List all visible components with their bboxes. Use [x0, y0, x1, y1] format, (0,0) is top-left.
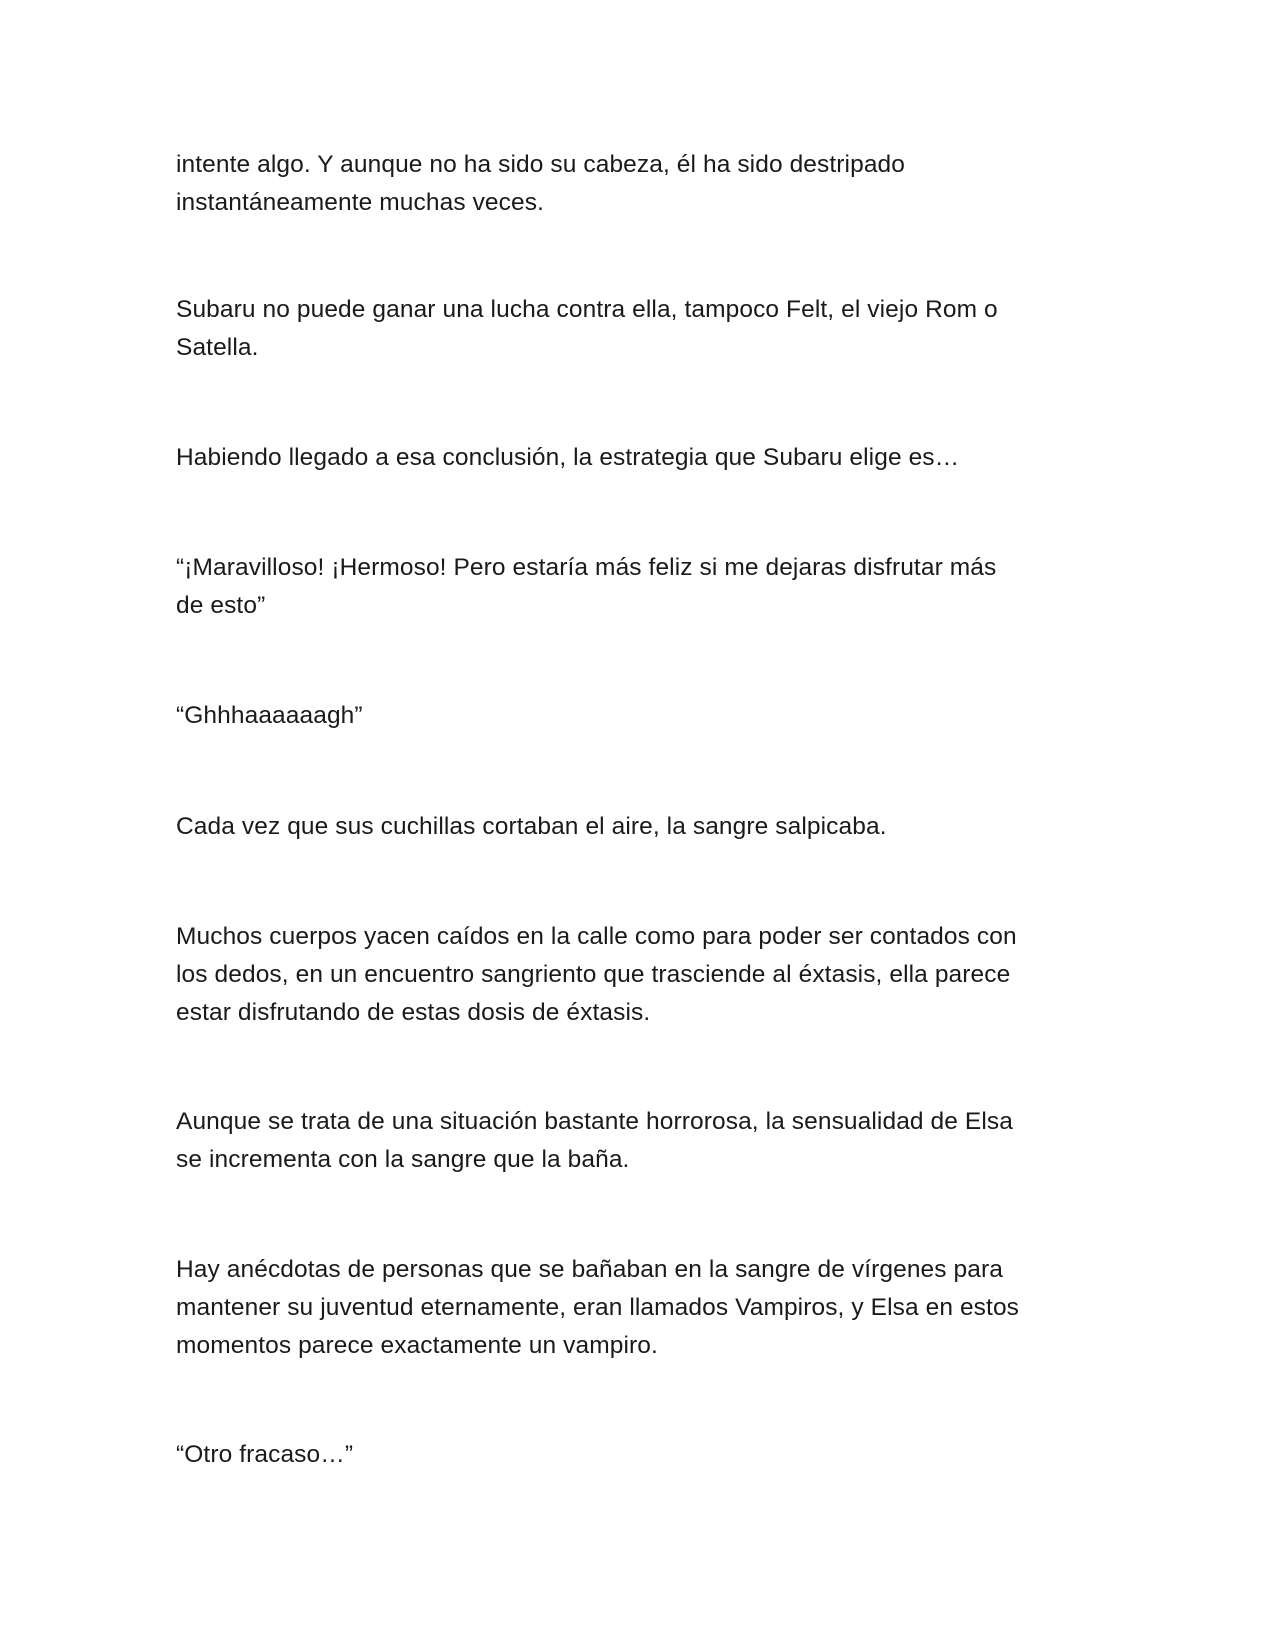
paragraph-line: mantener su juventud eternamente, eran llamados Vampiros, y Elsa en estos: [176, 1294, 1020, 1321]
paragraph-2: [176, 291, 1106, 367]
paragraph-line: de esto”: [176, 592, 266, 619]
paragraph-line: se incrementa con la sangre que la baña.: [176, 1146, 630, 1173]
paragraph-10: [176, 1436, 1106, 1474]
paragraph-line: intente algo. Y aunque no ha sido su cabeza, él ha sido destripado: [176, 151, 905, 178]
paragraph-9: [176, 1251, 1106, 1365]
paragraph-line: “Otro fracaso…”: [176, 1441, 354, 1468]
paragraph-3: [176, 439, 1106, 477]
paragraph-line: instantáneamente muchas veces.: [176, 189, 544, 216]
paragraph-7: [176, 918, 1106, 1032]
paragraph-1: [176, 146, 1106, 222]
paragraph-line: Aunque se trata de una situación bastante horrorosa, la sensualidad de Elsa: [176, 1108, 1013, 1135]
paragraph-5: [176, 697, 1106, 735]
paragraph-6: [176, 808, 1106, 846]
paragraph-line: Hay anécdotas de personas que se bañaban en la sangre de vírgenes para: [176, 1256, 1003, 1283]
paragraph-line: momentos parece exactamente un vampiro.: [176, 1332, 658, 1359]
paragraph-line: estar disfrutando de estas dosis de éxtasis.: [176, 999, 651, 1026]
paragraph-8: [176, 1103, 1106, 1179]
paragraph-line: Muchos cuerpos yacen caídos en la calle como para poder ser contados con: [176, 923, 1017, 950]
paragraph-line: Habiendo llegado a esa conclusión, la estrategia que Subaru elige es…: [176, 444, 960, 471]
paragraph-line: Subaru no puede ganar una lucha contra ella, tampoco Felt, el viejo Rom o: [176, 296, 998, 323]
paragraph-line: “¡Maravilloso! ¡Hermoso! Pero estaría más feliz si me dejaras disfrutar más: [176, 554, 997, 581]
paragraph-line: “Ghhhaaaaaagh”: [176, 702, 363, 729]
paragraph-line: Cada vez que sus cuchillas cortaban el aire, la sangre salpicaba.: [176, 813, 887, 840]
paragraph-4: [176, 549, 1106, 625]
paragraph-line: Satella.: [176, 334, 259, 361]
paragraph-line: los dedos, en un encuentro sangriento que trasciende al éxtasis, ella parece: [176, 961, 1011, 988]
